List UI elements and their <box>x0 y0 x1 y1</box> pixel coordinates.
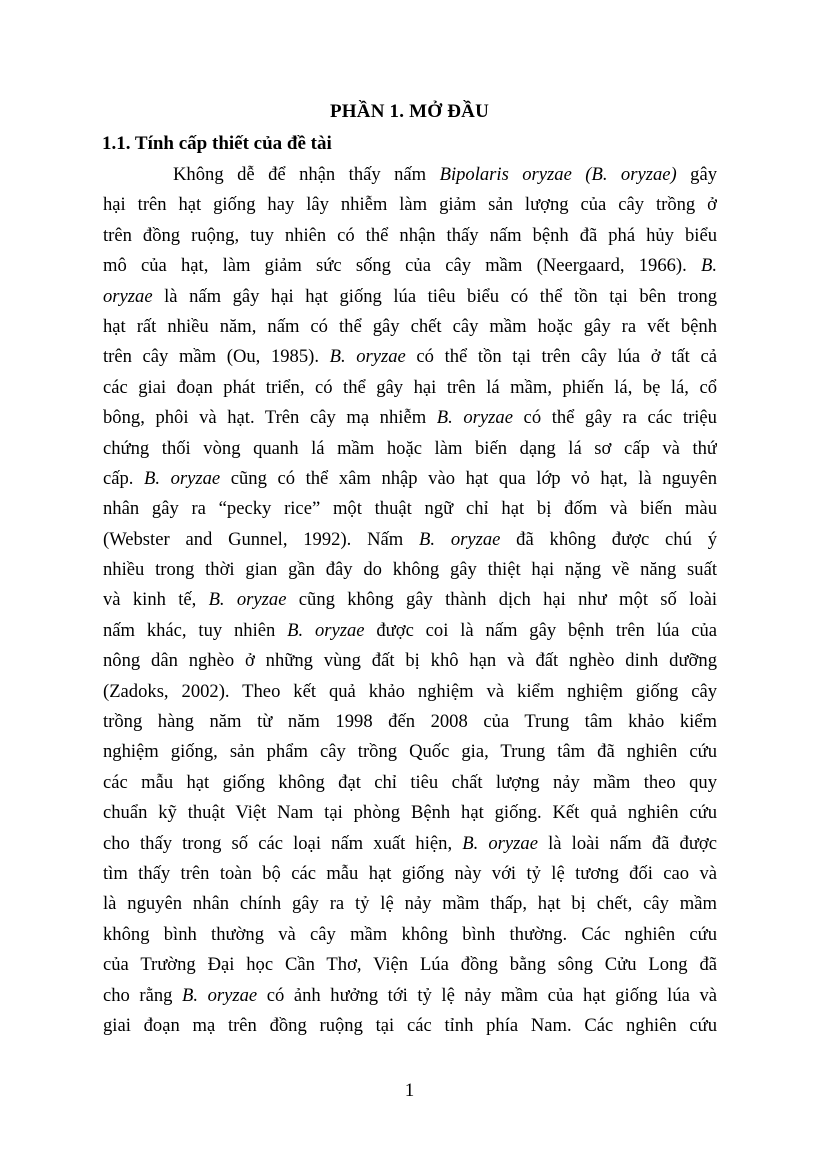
paragraph-line: (Zadoks, 2002). Theo kết quả khảo nghiệm và kiểm nghiệm giống cây <box>103 680 717 702</box>
paragraph-line: nhân gây ra “pecky rice” một thuật ngữ chỉ hạt bị đốm và biến màu <box>103 498 717 520</box>
paragraph-line: chứng thối vòng quanh lá mầm hoặc làm biến dạng lá sơ cấp và thứ <box>103 437 717 459</box>
paragraph-line: mô của hạt, làm giảm sức sống của cây mầm (Neergaard, 1966). B. <box>103 255 717 277</box>
italic-term: B. oryzae <box>329 346 406 368</box>
section-heading: 1.1. Tính cấp thiết của đề tài <box>102 133 332 154</box>
paragraph-line: tìm thấy trên toàn bộ các mẫu hạt giống này với tỷ lệ tương đối cao và <box>103 862 717 884</box>
paragraph-line: trên đồng ruộng, tuy nhiên có thể nhận thấy nấm bệnh đã phá hủy biểu <box>103 224 717 246</box>
page-title: PHẦN 1. MỞ ĐẦU <box>329 101 489 122</box>
paragraph-line: (Webster and Gunnel, 1992). Nấm B. oryzae đã không được chú ý <box>103 528 717 550</box>
paragraph-line: chuẩn kỹ thuật Việt Nam tại phòng Bệnh hạt giống. Kết quả nghiên cứu <box>103 802 717 824</box>
italic-term: B. oryzae <box>144 467 221 489</box>
italic-term: B. oryzae <box>208 589 287 611</box>
paragraph-line: và kinh tế, B. oryzae cũng không gây thành dịch hại như một số loài <box>103 589 717 611</box>
paragraph-line: các giai đoạn phát triển, có thể gây hại trên lá mầm, phiến lá, bẹ lá, cổ <box>103 376 717 398</box>
italic-term: B. oryzae <box>182 984 258 1006</box>
paragraph-line: của Trường Đại học Cần Thơ, Viện Lúa đồng bằng sông Cửu Long đã <box>103 954 717 976</box>
italic-term: B. <box>700 255 717 277</box>
paragraph-line: không bình thường và cây mầm không bình thường. Các nghiên cứu <box>103 923 717 945</box>
italic-term: B. oryzae <box>419 528 501 550</box>
paragraph-line: cấp. B. oryzae cũng có thể xâm nhập vào hạt qua lớp vỏ hạt, là nguyên <box>103 467 717 489</box>
body-text <box>103 160 717 1041</box>
italic-term: B. oryzae <box>287 619 365 641</box>
italic-term: Bipolaris oryzae (B. oryzae) <box>439 164 677 185</box>
paragraph-line: cho rằng B. oryzae có ảnh hưởng tới tỷ lệ nảy mầm của hạt giống lúa và <box>103 984 717 1006</box>
paragraph-line: nhiều trong thời gian gần đây do không gây thiệt hại nặng về năng suất <box>103 559 717 581</box>
paragraph-line: bông, phôi và hạt. Trên cây mạ nhiễm B. oryzae có thể gây ra các triệu <box>103 407 717 429</box>
italic-term: oryzae <box>103 285 153 307</box>
paragraph-line: Không dễ để nhận thấy nấm Bipolaris oryzae (B. oryzae) gây <box>173 164 717 185</box>
paragraph-line: các mẫu hạt giống không đạt chỉ tiêu chất lượng nảy mầm theo quy <box>103 771 717 793</box>
paragraph-line: oryzae là nấm gây hại hạt giống lúa tiêu biểu có thể tồn tại bên trong <box>103 285 717 307</box>
paragraph-line: là nguyên nhân chính gây ra tỷ lệ nảy mầm thấp, hạt bị chết, cây mầm <box>103 893 717 915</box>
page-number: 1 <box>404 1080 415 1101</box>
paragraph-line: cho thấy trong số các loại nấm xuất hiện, B. oryzae là loài nấm đã được <box>103 832 717 854</box>
paragraph-line: trồng hàng năm từ năm 1998 đến 2008 của Trung tâm khảo kiểm <box>103 711 717 733</box>
paragraph-line: nông dân nghèo ở những vùng đất bị khô hạn và đất nghèo dinh dưỡng <box>103 650 717 672</box>
paragraph-line: giai đoạn mạ trên đồng ruộng tại các tỉnh phía Nam. Các nghiên cứu <box>103 1014 717 1036</box>
italic-term: B. oryzae <box>462 832 538 854</box>
paragraph-line: nghiệm giống, sản phẩm cây trồng Quốc gia, Trung tâm đã nghiên cứu <box>103 741 717 763</box>
paragraph-line: hạt rất nhiều năm, nấm có thể gây chết cây mầm hoặc gây ra vết bệnh <box>103 315 717 337</box>
paragraph-line: hại trên hạt giống hay lây nhiễm làm giảm sản lượng của cây trồng ở <box>103 194 717 216</box>
italic-term: B. oryzae <box>436 407 513 429</box>
paragraph-line: nấm khác, tuy nhiên B. oryzae được coi là nấm gây bệnh trên lúa của <box>103 619 717 641</box>
paragraph-line: trên cây mầm (Ou, 1985). B. oryzae có thể tồn tại trên cây lúa ở tất cả <box>103 346 717 368</box>
